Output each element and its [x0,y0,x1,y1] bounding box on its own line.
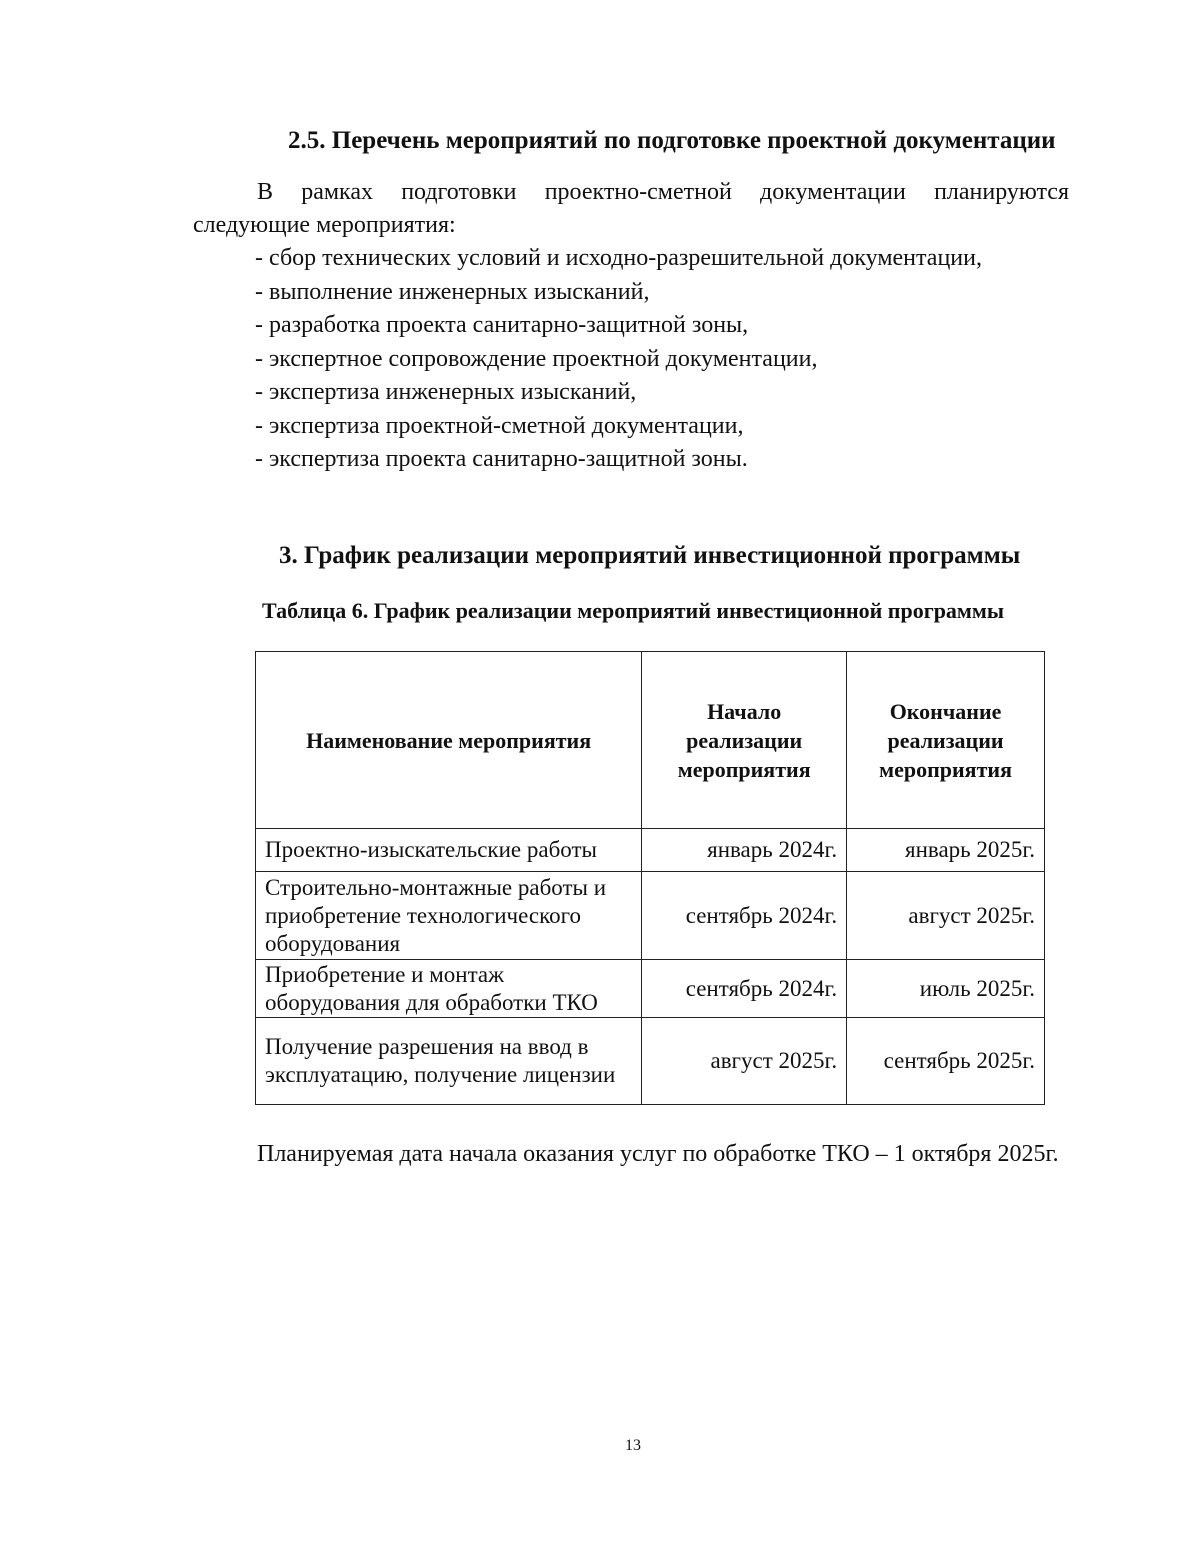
list-item: - экспертиза проекта санитарно-защитной зоны. [255,446,748,472]
intro-paragraph: В рамках подготовки проектно-сметной документации планируются следующие мероприятия: [193,179,1069,238]
header-end-date: Окончание реализации мероприятия [847,652,1045,829]
end-date-cell: январь 2025г. [847,829,1045,872]
table-row [256,960,1045,1018]
list-item: - экспертное сопровождение проектной документации, [255,345,818,372]
table-row [256,1018,1045,1105]
schedule-table [255,651,1045,1105]
list-item: - экспертиза инженерных изысканий, [255,379,637,405]
list-item: - выполнение инженерных изысканий, [255,278,650,305]
table-row [256,829,1045,872]
start-date-cell: январь 2024г. [642,829,847,872]
start-date-cell: август 2025г. [642,1018,847,1105]
page-number: 13 [625,1437,641,1454]
section-heading-2-5: 2.5. Перечень мероприятий по подготовке проектной документации [288,127,1056,154]
activity-name-cell: Строительно-монтажные работы и приобретение технологического оборудования [256,872,642,960]
activities-list [255,242,982,477]
table-header-row [256,652,1045,829]
list-item: - экспертиза проектной-сметной документации, [255,412,744,439]
list-item: - сбор технических условий и исходно-разрешительной документации, [255,245,982,271]
section-heading-3: 3. График реализации мероприятий инвестиционной программы [279,542,1021,569]
header-start-date: Начало реализации мероприятия [642,652,847,829]
closing-paragraph: Планируемая дата начала оказания услуг по обработке ТКО – 1 октября 2025г. [257,1141,1059,1167]
end-date-cell: август 2025г. [847,872,1045,960]
end-date-cell: сентябрь 2025г. [847,1018,1045,1105]
end-date-cell: июль 2025г. [847,960,1045,1018]
start-date-cell: сентябрь 2024г. [642,960,847,1018]
activity-name-cell: Получение разрешения на ввод в эксплуатацию, получение лицензии [256,1018,642,1105]
start-date-cell: сентябрь 2024г. [642,872,847,960]
activity-name-cell: Проектно-изыскательские работы [256,829,642,872]
table-row [256,872,1045,960]
table-caption: Таблица 6. График реализации мероприятий инвестиционной программы [262,598,1005,623]
list-item: - разработка проекта санитарно-защитной зоны, [255,312,749,338]
activity-name-cell: Приобретение и монтаж оборудования для обработки ТКО [256,960,642,1018]
header-activity-name: Наименование мероприятия [256,652,642,829]
